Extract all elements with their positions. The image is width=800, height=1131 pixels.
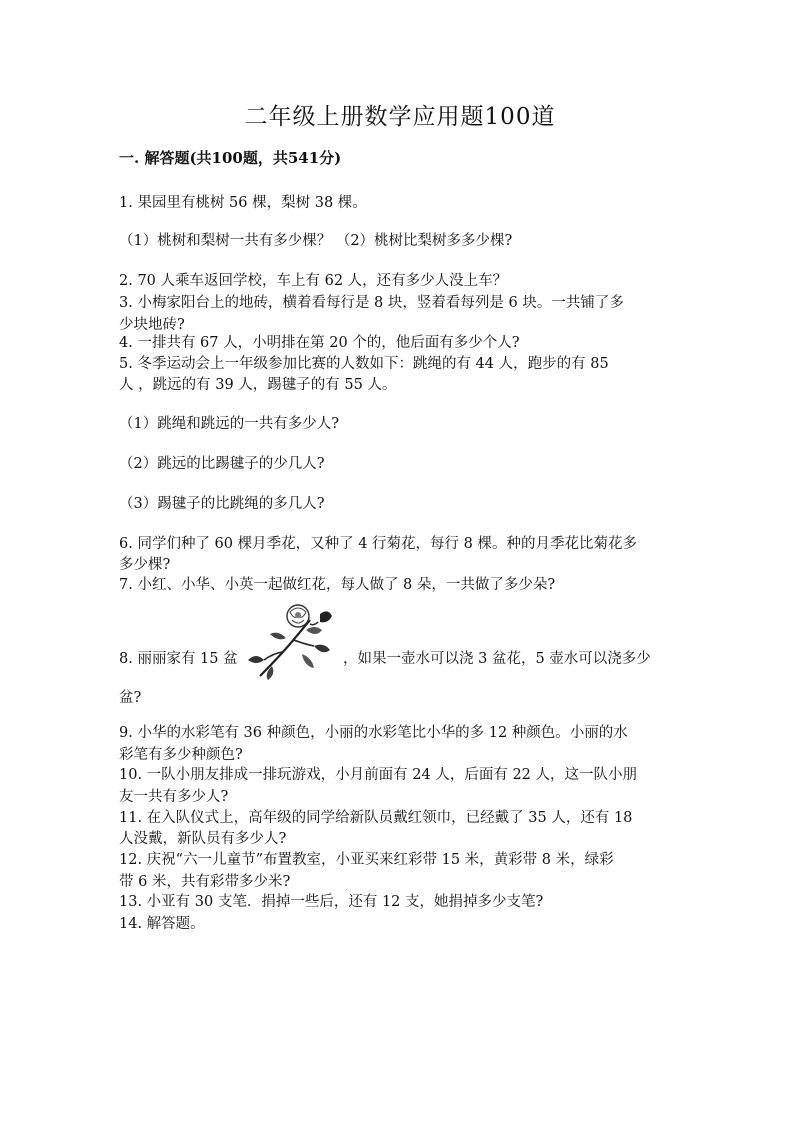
question-13: 13. 小亚有 30 支笔．捐掉一些后，还有 12 支，她捐掉多少支笔? [119, 894, 544, 910]
question-2: 2. 70 人乘车返回学校，车上有 62 人，还有多少人没上车？ [119, 273, 508, 289]
question-12-line-2: 带 6 米，共有彩带多少米? [119, 874, 291, 890]
question-5-sub-3: （3）踢毽子的比跳绳的多几人? [119, 496, 325, 512]
question-6-line-2: 多少棵? [119, 557, 171, 573]
question-8-after: ，如果一壶水可以浇 3 盆花，5 壶水可以浇多少 [343, 651, 651, 667]
question-8-before: 8. 丽丽家有 15 盆 [119, 651, 238, 667]
question-8-end: 盆? [119, 690, 142, 706]
question-10-line-1: 10. 一队小朋友排成一排玩游戏，小月前面有 24 人，后面有 22 人，这一队小朋 [119, 767, 638, 783]
question-9-line-2: 彩笔有多少种颜色? [119, 747, 243, 763]
question-5-line-2: 人 ，跳远的有 39 人，踢毽子的有 55 人。 [119, 377, 397, 393]
question-11-line-1: 11. 在入队仪式上，高年级的同学给新队员戴红领巾，已经戴了 35 人，还有 18 [119, 810, 633, 826]
flower-illustration [242, 600, 338, 682]
question-12-line-1: 12. 庆祝“六一儿童节”布置教室，小亚买来红彩带 15 米，黄彩带 8 米，绿彩 [119, 852, 614, 868]
question-5-sub-2: （2）跳远的比踢毽子的少几人? [119, 456, 325, 472]
question-9-line-1: 9. 小华的水彩笔有 36 种颜色，小丽的水彩笔比小华的多 12 种颜色。小丽的水 [119, 725, 628, 741]
question-6-line-1: 6. 同学们种了 60 棵月季花，又种了 4 行菊花，每行 8 棵。种的月季花比菊花多 [119, 536, 637, 552]
question-3-line-2: 少块地砖? [119, 317, 185, 333]
question-4: 4. 一排共有 67 人，小明排在第 20 个的，他后面有多少个人? [119, 335, 520, 351]
question-1-subparts: （1）桃树和梨树一共有多少棵？ （2）桃树比梨树多多少棵? [119, 233, 513, 249]
question-1: 1. 果园里有桃树 56 棵，梨树 38 棵。 [119, 195, 367, 211]
question-5-line-1: 5. 冬季运动会上一年级参加比赛的人数如下：跳绳的有 44 人，跑步的有 85 [119, 356, 609, 372]
question-10-line-2: 友一共有多少人? [119, 789, 229, 805]
question-11-line-2: 人没戴，新队员有多少人? [119, 831, 287, 847]
question-7: 7. 小红、小华、小英一起做红花，每人做了 8 朵，一共做了多少朵? [119, 577, 556, 593]
section-heading: 一. 解答题(共100题，共541分) [119, 149, 342, 167]
question-3-line-1: 3. 小梅家阳台上的地砖，横着看每行是 8 块，竖着看每列是 6 块。一共铺了多 [119, 295, 624, 311]
page-title: 二年级上册数学应用题100道 [244, 104, 556, 130]
question-14: 14. 解答题。 [119, 916, 205, 932]
question-5-sub-1: （1）跳绳和跳远的一共有多少人? [119, 416, 339, 432]
